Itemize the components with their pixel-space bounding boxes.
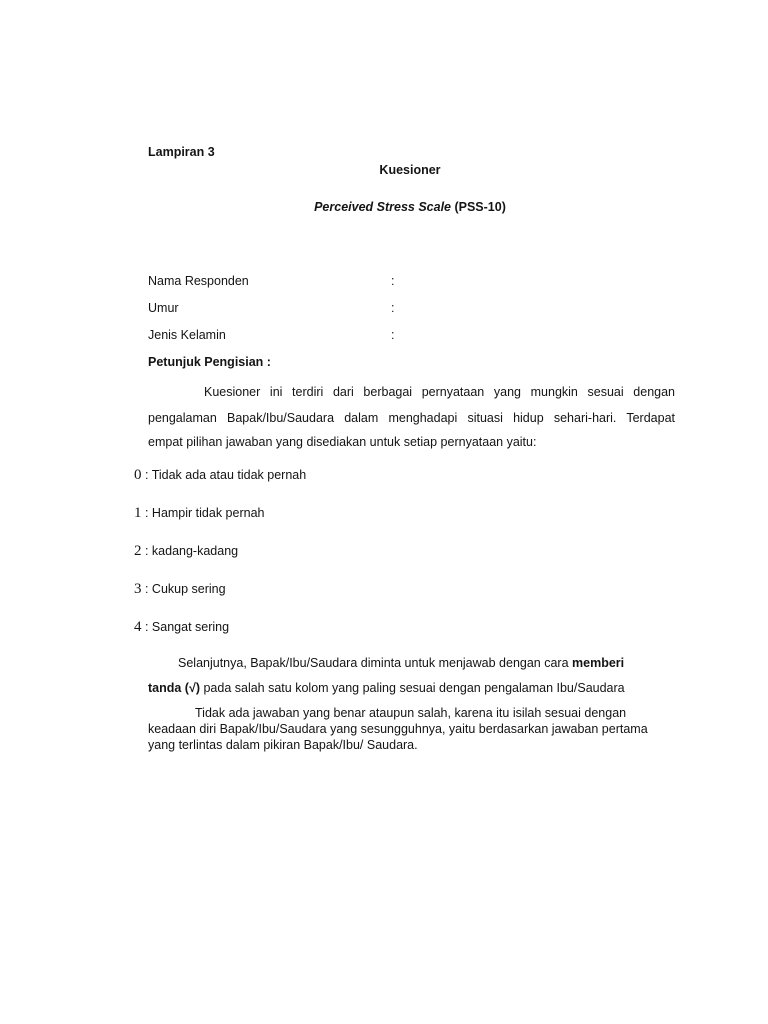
field-label-age: Umur <box>148 301 179 315</box>
next-instruction-text: pada salah satu kolom yang paling sesuai dengan pengalaman Ibu/Saudara <box>200 681 625 695</box>
field-label-name: Nama Responden <box>148 274 249 288</box>
instructions-line-3: empat pilihan jawaban yang disediakan untuk setiap pernyataan yaitu: <box>148 435 537 449</box>
checkmark-instruction: tanda (√) <box>148 681 200 695</box>
document-subtitle <box>0 199 768 215</box>
instructions-line-1: Kuesioner ini terdiri dari berbagai pernyataan yang mungkin sesuai dengan <box>204 385 675 399</box>
option-label: : Sangat sering <box>141 620 230 634</box>
option-item <box>134 581 226 597</box>
instructions-line-2: pengalaman Bapak/Ibu/Saudara dalam menghadapi situasi hidup sehari-hari. Terdapat <box>148 411 675 425</box>
closing-line-3: yang terlintas dalam pikiran Bapak/Ibu/ Saudara. <box>148 738 418 752</box>
field-separator-name: : <box>391 274 395 288</box>
next-instruction-line-1 <box>178 655 624 671</box>
option-item <box>134 505 264 521</box>
option-label: : Tidak ada atau tidak pernah <box>141 468 307 482</box>
document-title: Kuesioner <box>379 163 441 177</box>
option-item <box>134 619 229 635</box>
field-separator-age: : <box>391 301 395 315</box>
field-label-gender: Jenis Kelamin <box>148 328 226 342</box>
next-instruction-text: Selanjutnya, Bapak/Ibu/Saudara diminta untuk menjawab dengan cara <box>178 656 573 670</box>
option-number: 2 <box>134 543 142 559</box>
option-number: 0 <box>134 467 142 483</box>
field-separator-gender: : <box>391 328 395 342</box>
appendix-label: Lampiran 3 <box>148 145 215 159</box>
option-item <box>134 543 238 559</box>
option-label: : Hampir tidak pernah <box>141 506 265 520</box>
scale-name: Perceived Stress Scale <box>314 200 451 214</box>
closing-line-2: keadaan diri Bapak/Ibu/Saudara yang sesungguhnya, yaitu berdasarkan jawaban pertama <box>148 722 648 736</box>
option-item <box>134 467 306 483</box>
instructions-heading: Petunjuk Pengisian : <box>148 355 271 369</box>
closing-line-1: Tidak ada jawaban yang benar ataupun salah, karena itu isilah sesuai dengan <box>195 706 627 720</box>
option-number: 1 <box>134 505 142 521</box>
option-label: : Cukup sering <box>141 582 226 596</box>
option-label: : kadang-kadang <box>141 544 239 558</box>
scale-code: (PSS-10) <box>451 200 506 214</box>
option-number: 4 <box>134 619 142 635</box>
next-instruction-bold: memberi <box>572 656 625 670</box>
next-instruction-line-2 <box>148 680 625 696</box>
option-number: 3 <box>134 581 142 597</box>
